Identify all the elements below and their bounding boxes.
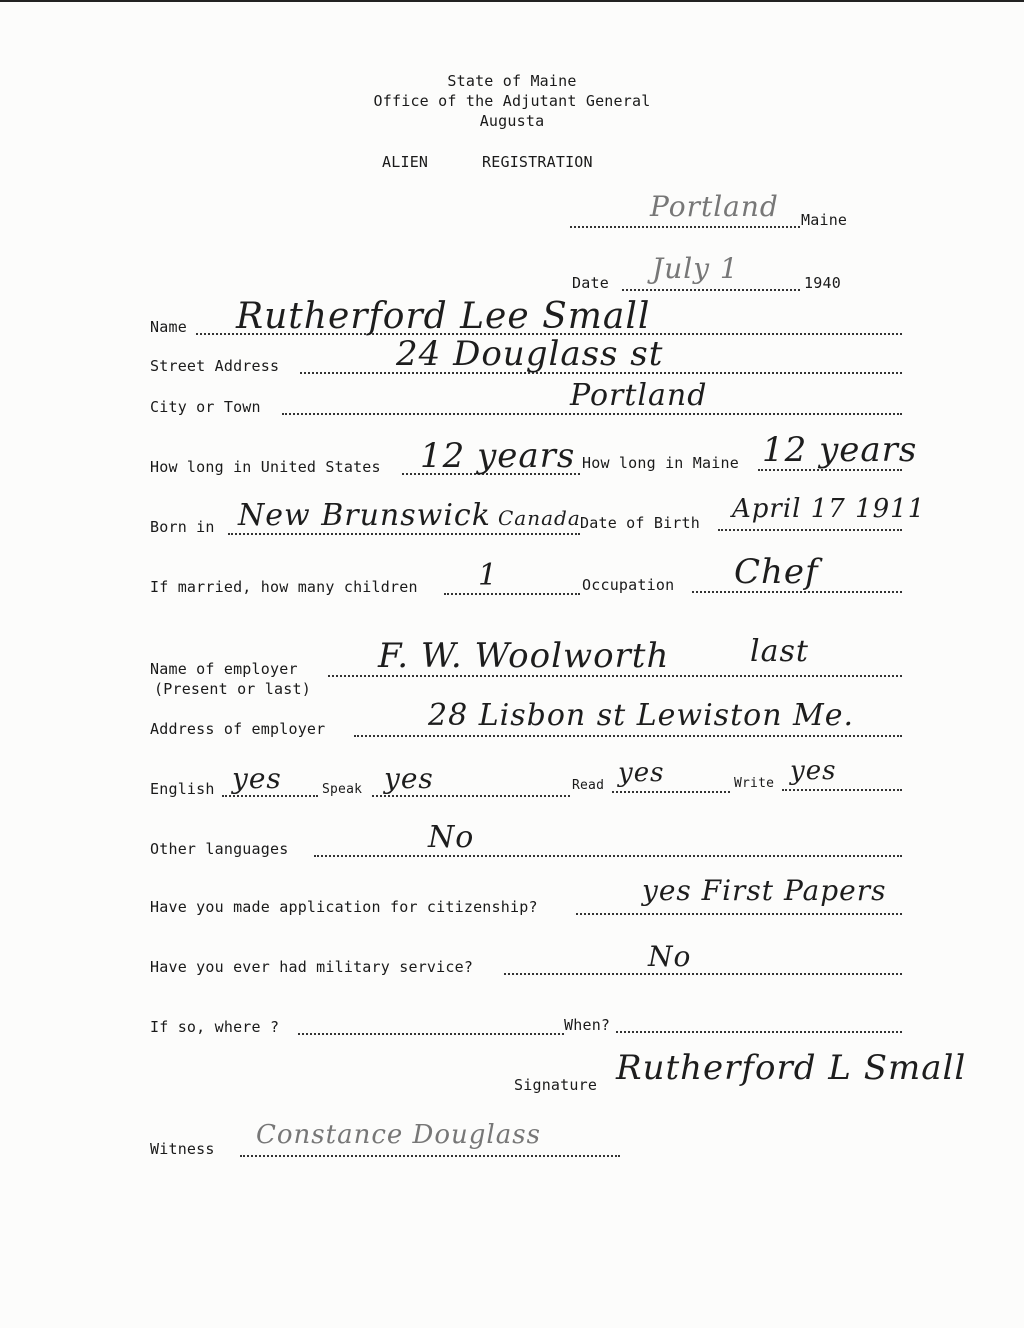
dob-label: Date of Birth [580, 514, 700, 532]
city-line [282, 413, 902, 415]
city-label: City or Town [150, 398, 261, 416]
occupation-label: Occupation [582, 576, 675, 594]
us-label: How long in United States [150, 458, 381, 476]
emp-addr-line [354, 735, 902, 737]
title-alien: ALIEN [382, 153, 429, 171]
children-value: 1 [478, 558, 499, 593]
write-label: Write [734, 776, 775, 791]
emp-addr-value: 28 Lisbon st Lewiston Me. [428, 698, 855, 733]
employer-sub: (Present or last) [154, 680, 311, 698]
write-value: yes [790, 756, 837, 786]
name-value: Rutherford Lee Small [236, 296, 651, 337]
english-label: English [150, 780, 215, 798]
street-label: Street Address [150, 357, 280, 375]
citizenship-value: yes First Papers [642, 874, 887, 907]
citizenship-line [576, 913, 902, 915]
born-value-country: Canada [498, 506, 581, 530]
speak-line [372, 795, 570, 797]
born-label: Born in [150, 518, 215, 536]
city-value: Portland [570, 378, 708, 413]
children-label: If married, how many children [150, 578, 418, 596]
place-value: Portland [650, 190, 779, 223]
dob-value: April 17 1911 [732, 494, 926, 524]
where-label: If so, where ? [150, 1018, 280, 1036]
born-value: New Brunswick [238, 498, 491, 533]
occupation-value: Chef [734, 552, 819, 592]
date-value: July 1 [652, 252, 739, 285]
witness-label: Witness [150, 1140, 215, 1158]
employer-label: Name of employer [150, 660, 298, 678]
dob-line [718, 529, 902, 531]
english-line [222, 795, 318, 797]
name-label: Name [150, 318, 187, 336]
speak-label: Speak [322, 782, 363, 797]
date-line [622, 289, 800, 291]
when-line [616, 1031, 902, 1033]
place-suffix: Maine [801, 211, 848, 229]
witness-value: Constance Douglass [256, 1120, 541, 1150]
date-year: 1940 [804, 274, 841, 292]
emp-addr-label: Address of employer [150, 720, 326, 738]
header-city: Augusta [479, 112, 545, 130]
header-state: State of Maine [447, 72, 577, 90]
place-line [570, 226, 800, 228]
witness-line [240, 1155, 620, 1157]
employer-value: F. W. Woolworth [378, 636, 670, 676]
children-line [444, 593, 580, 595]
write-line [782, 789, 902, 791]
signature-value: Rutherford L Small [616, 1048, 967, 1088]
signature-label: Signature [514, 1076, 598, 1094]
born-line [228, 533, 580, 535]
read-line [612, 791, 730, 793]
where-line [298, 1033, 564, 1035]
us-value: 12 years [420, 436, 576, 476]
military-label: Have you ever had military service? [150, 958, 474, 976]
read-value: yes [618, 758, 665, 788]
speak-value: yes [384, 762, 434, 795]
read-label: Read [572, 778, 605, 793]
when-label: When? [564, 1016, 611, 1034]
header-office: Office of the Adjutant General [373, 92, 651, 110]
date-label: Date [572, 274, 609, 292]
title-registration: REGISTRATION [482, 153, 593, 171]
maine-value: 12 years [762, 430, 918, 470]
other-lang-label: Other languages [150, 840, 289, 858]
military-line [504, 973, 902, 975]
other-lang-line [314, 855, 902, 857]
other-lang-value: No [428, 820, 475, 855]
english-value: yes [232, 762, 282, 795]
maine-label: How long in Maine [582, 454, 739, 472]
military-value: No [648, 940, 692, 973]
citizenship-label: Have you made application for citizenship? [150, 898, 538, 916]
employer-value-last: last [750, 634, 809, 669]
street-value: 24 Douglass st [396, 334, 664, 374]
